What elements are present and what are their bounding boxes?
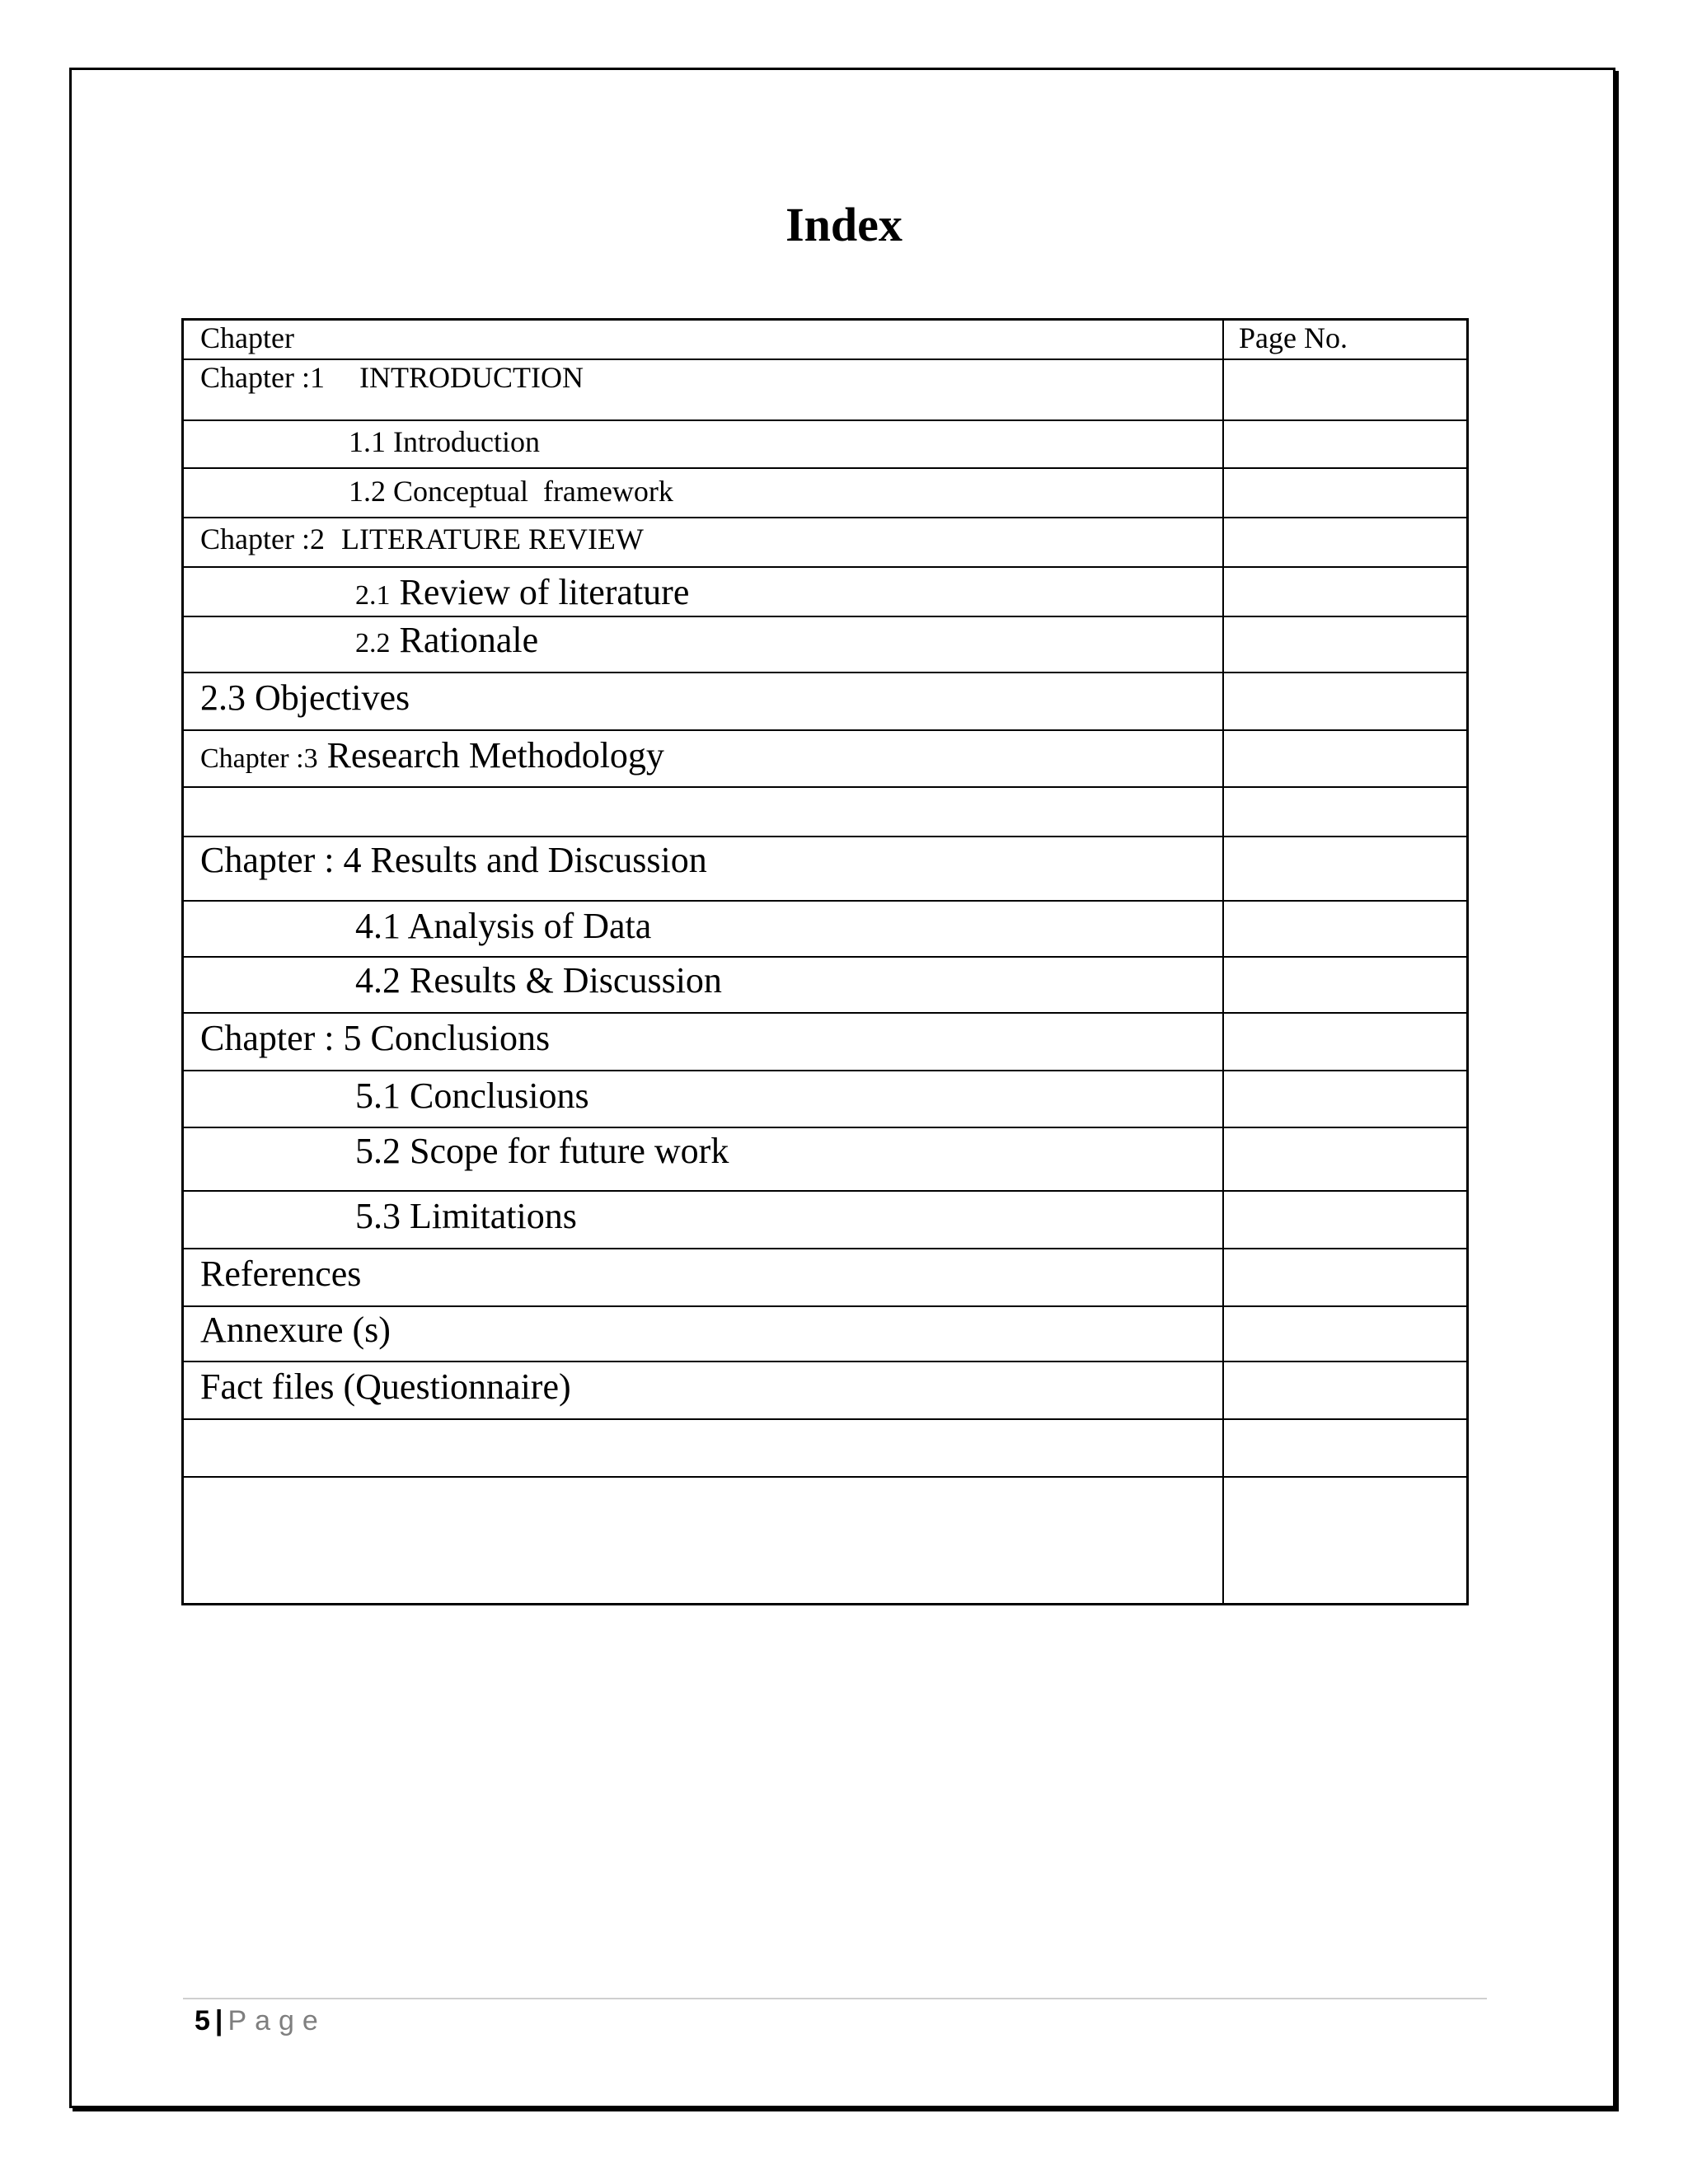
row-page bbox=[1224, 568, 1466, 616]
section-number: 2.1 bbox=[355, 580, 391, 611]
row-page bbox=[1224, 1014, 1466, 1070]
row-chapter bbox=[184, 617, 1224, 672]
row-page bbox=[1224, 1478, 1466, 1603]
row-page bbox=[1224, 360, 1466, 419]
table-row bbox=[184, 566, 1466, 616]
row-page bbox=[1224, 421, 1466, 467]
row-page bbox=[1224, 837, 1466, 900]
section-title: Rationale bbox=[399, 620, 539, 660]
row-chapter: References bbox=[184, 1249, 1224, 1305]
chapter-title: INTRODUCTION bbox=[359, 361, 584, 394]
page-footer bbox=[195, 2003, 326, 2039]
row-chapter: 5.3 Limitations bbox=[184, 1192, 1224, 1248]
row-chapter bbox=[184, 518, 1224, 566]
chapter-prefix: Chapter :1 bbox=[200, 361, 325, 394]
page-title: Index bbox=[785, 198, 903, 251]
table-row bbox=[184, 729, 1466, 786]
section-title: Review of literature bbox=[399, 572, 690, 612]
row-page bbox=[1224, 1249, 1466, 1305]
row-page bbox=[1224, 1128, 1466, 1190]
row-chapter: 5.1 Conclusions bbox=[184, 1071, 1224, 1127]
footer-page-number: 5 bbox=[195, 2005, 210, 2036]
row-page bbox=[1224, 1192, 1466, 1248]
footer-separator: | bbox=[214, 2005, 223, 2036]
row-chapter bbox=[184, 788, 1224, 836]
row-chapter bbox=[184, 1478, 1224, 1603]
row-chapter: 5.2 Scope for future work bbox=[184, 1128, 1224, 1190]
table-row bbox=[184, 1127, 1466, 1190]
row-chapter bbox=[184, 360, 1224, 419]
footer-divider bbox=[183, 1998, 1487, 1999]
section-number: 2.2 bbox=[355, 628, 391, 658]
footer-page-label: Page bbox=[227, 2005, 326, 2036]
chapter-title: Research Methodology bbox=[326, 735, 664, 776]
table-row bbox=[184, 616, 1466, 672]
table-row bbox=[184, 1190, 1466, 1248]
row-chapter: Annexure (s) bbox=[184, 1307, 1224, 1361]
row-page bbox=[1224, 1362, 1466, 1418]
row-chapter: 1.1 Introduction bbox=[184, 421, 1224, 467]
table-row bbox=[184, 1418, 1466, 1476]
table-row bbox=[184, 517, 1466, 566]
table-row bbox=[184, 836, 1466, 900]
row-chapter: Chapter : 4 Results and Discussion bbox=[184, 837, 1224, 900]
row-page bbox=[1224, 1307, 1466, 1361]
table-row bbox=[184, 956, 1466, 1012]
chapter-prefix: Chapter :2 bbox=[200, 523, 325, 555]
table-row bbox=[184, 1476, 1466, 1603]
chapter-prefix: Chapter :3 bbox=[200, 743, 318, 774]
table-row bbox=[184, 786, 1466, 836]
table-row bbox=[184, 1012, 1466, 1070]
row-chapter: 4.2 Results & Discussion bbox=[184, 958, 1224, 1012]
row-chapter bbox=[184, 568, 1224, 616]
row-page bbox=[1224, 673, 1466, 729]
row-page bbox=[1224, 518, 1466, 566]
chapter-title: LITERATURE REVIEW bbox=[340, 523, 644, 555]
row-page bbox=[1224, 1420, 1466, 1476]
table-row bbox=[184, 467, 1466, 517]
table-row bbox=[184, 419, 1466, 467]
header-chapter: Chapter bbox=[184, 321, 1224, 359]
row-chapter: 1.2 Conceptual framework bbox=[184, 469, 1224, 517]
row-chapter: Chapter : 5 Conclusions bbox=[184, 1014, 1224, 1070]
table-row bbox=[184, 672, 1466, 729]
row-page bbox=[1224, 788, 1466, 836]
index-table bbox=[181, 318, 1469, 1605]
table-row bbox=[184, 1248, 1466, 1305]
table-row bbox=[184, 1361, 1466, 1418]
row-page bbox=[1224, 469, 1466, 517]
row-page bbox=[1224, 902, 1466, 956]
row-chapter: Fact files (Questionnaire) bbox=[184, 1362, 1224, 1418]
table-row bbox=[184, 1070, 1466, 1127]
row-page bbox=[1224, 617, 1466, 672]
row-chapter bbox=[184, 731, 1224, 786]
row-chapter: 2.3 Objectives bbox=[184, 673, 1224, 729]
row-chapter bbox=[184, 1420, 1224, 1476]
row-page bbox=[1224, 958, 1466, 1012]
row-chapter: 4.1 Analysis of Data bbox=[184, 902, 1224, 956]
table-row bbox=[184, 900, 1466, 956]
table-row bbox=[184, 359, 1466, 419]
table-header-row bbox=[184, 321, 1466, 359]
row-page bbox=[1224, 1071, 1466, 1127]
table-row bbox=[184, 1305, 1466, 1361]
row-page bbox=[1224, 731, 1466, 786]
header-page-no: Page No. bbox=[1239, 321, 1348, 354]
